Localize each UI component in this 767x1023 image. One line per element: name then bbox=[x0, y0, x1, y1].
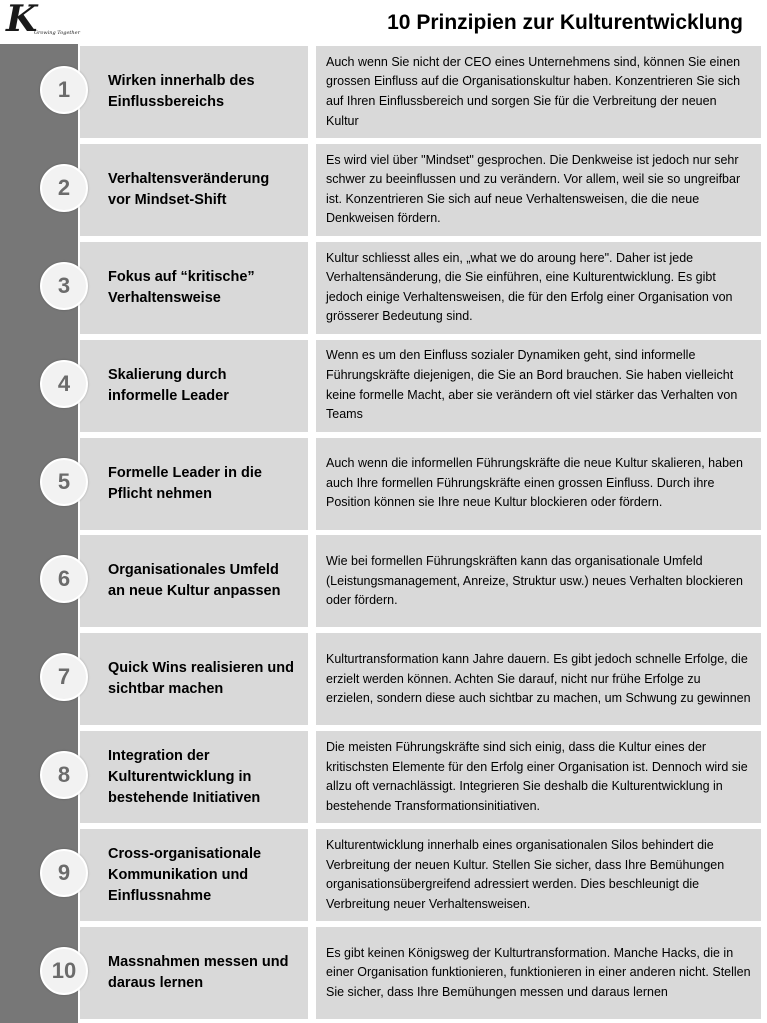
principle-description: Kultur schliesst alles ein, „what we do aroung here". Daher ist jede Verhaltensänderung, die Sie einführen, eine Kulturentwicklung. Es gibt jedoch einige Verhaltensweisen, die für den Erfolg einer Organisation von grösserer Bedeutung sind. bbox=[316, 242, 761, 334]
page-title: 10 Prinzipien zur Kulturentwicklung bbox=[387, 11, 743, 34]
principle-title: Cross-organisationale Kommunikation und Einflussnahme bbox=[80, 829, 308, 921]
principle-number-badge: 2 bbox=[40, 164, 88, 212]
principle-row bbox=[0, 729, 767, 827]
principle-description: Es gibt keinen Königsweg der Kulturtransformation. Manche Hacks, die in einer Organisation funktionieren, funktionieren in einer anderen nicht. Stellen Sie sicher, dass Ihre Bemühungen messen und daraus lernen bbox=[316, 927, 761, 1019]
principle-title: Quick Wins realisieren und sichtbar machen bbox=[80, 633, 308, 725]
principle-title: Formelle Leader in die Pflicht nehmen bbox=[80, 438, 308, 530]
principle-title: Wirken innerhalb des Einflussbereichs bbox=[80, 46, 308, 138]
principle-number-badge: 4 bbox=[40, 360, 88, 408]
principle-title: Fokus auf “kritische” Verhaltensweise bbox=[80, 242, 308, 334]
principle-row bbox=[0, 44, 767, 142]
principle-number-badge: 3 bbox=[40, 262, 88, 310]
principle-number-badge: 7 bbox=[40, 653, 88, 701]
principle-description: Es wird viel über "Mindset" gesprochen. Die Denkweise ist jedoch nur sehr schwer zu beeinflussen und zu verändern. Vor allem, weil sie so ungreifbar ist. Konzentrieren Sie sich auf neue Verhaltensweisen, die die neue Denkweisen fördern. bbox=[316, 144, 761, 236]
principle-title: Massnahmen messen und daraus lernen bbox=[80, 927, 308, 1019]
principle-number-badge: 9 bbox=[40, 849, 88, 897]
principle-row bbox=[0, 142, 767, 240]
principle-title: Skalierung durch informelle Leader bbox=[80, 340, 308, 432]
principle-description: Wie bei formellen Führungskräften kann das organisationale Umfeld (Leistungsmanagement, Anreize, Struktur usw.) neues Verhalten blockieren oder fördern. bbox=[316, 535, 761, 627]
logo-letter: K bbox=[6, 0, 38, 40]
header bbox=[0, 0, 767, 44]
principle-title: Verhaltensveränderung vor Mindset-Shift bbox=[80, 144, 308, 236]
principle-description: Kulturtransformation kann Jahre dauern. Es gibt jedoch schnelle Erfolge, die erzielt werden können. Achten Sie darauf, nicht nur frühe Erfolge zu erzielen, sondern diese auch sichtbar zu machen, um Schwung zu gewinnen bbox=[316, 633, 761, 725]
principle-number-badge: 10 bbox=[40, 947, 88, 995]
principle-row bbox=[0, 338, 767, 436]
principle-description: Kulturentwicklung innerhalb eines organisationalen Silos behindert die Verbreitung der neuen Kultur. Stellen Sie sicher, dass Ihre Bemühungen organisationsübergreifend adressiert werden. Dies beschleunigt die Verbreitung neuer Verhaltensweisen. bbox=[316, 829, 761, 921]
company-logo bbox=[4, 2, 84, 40]
principle-number-badge: 1 bbox=[40, 66, 88, 114]
principle-description: Auch wenn Sie nicht der CEO eines Unternehmens sind, können Sie einen grossen Einfluss auf die Organisationskultur haben. Konzentrieren Sie sich auf Ihren Einflussbereich und sorgen Sie für die Verbreitung der neuen Kultur bbox=[316, 46, 761, 138]
principle-number-badge: 5 bbox=[40, 458, 88, 506]
principle-description: Auch wenn die informellen Führungskräfte die neue Kultur skalieren, haben auch Ihre formellen Führungskräfte einen grossen Einfluss. Durch ihre Position können sie Ihre neue Kultur blockieren oder fördern. bbox=[316, 438, 761, 530]
principle-title: Integration der Kulturentwicklung in bestehende Initiativen bbox=[80, 731, 308, 823]
principle-title: Organisationales Umfeld an neue Kultur anpassen bbox=[80, 535, 308, 627]
principles-list bbox=[0, 44, 767, 1023]
principle-row bbox=[0, 436, 767, 534]
principle-description: Wenn es um den Einfluss sozialer Dynamiken geht, sind informelle Führungskräfte diejenigen, die Sie an Bord brauchen. Sie haben vielleicht keine formelle Macht, aber sie verändern oft viel stärker das Verhalten von Teams bbox=[316, 340, 761, 432]
logo-tagline: Growing Together bbox=[34, 30, 80, 36]
principle-row bbox=[0, 631, 767, 729]
principle-number-badge: 6 bbox=[40, 555, 88, 603]
principle-row bbox=[0, 240, 767, 338]
principle-number-badge: 8 bbox=[40, 751, 88, 799]
principle-description: Die meisten Führungskräfte sind sich einig, dass die Kultur eines der kritischsten Elemente für den Erfolg einer Organisation ist. Dennoch wird sie allzu oft vernachlässigt. Integrieren Sie deshalb die Kulturentwicklung in bestehende Transformationsinitiativen. bbox=[316, 731, 761, 823]
principle-row bbox=[0, 827, 767, 925]
principle-row bbox=[0, 925, 767, 1023]
principle-row bbox=[0, 533, 767, 631]
